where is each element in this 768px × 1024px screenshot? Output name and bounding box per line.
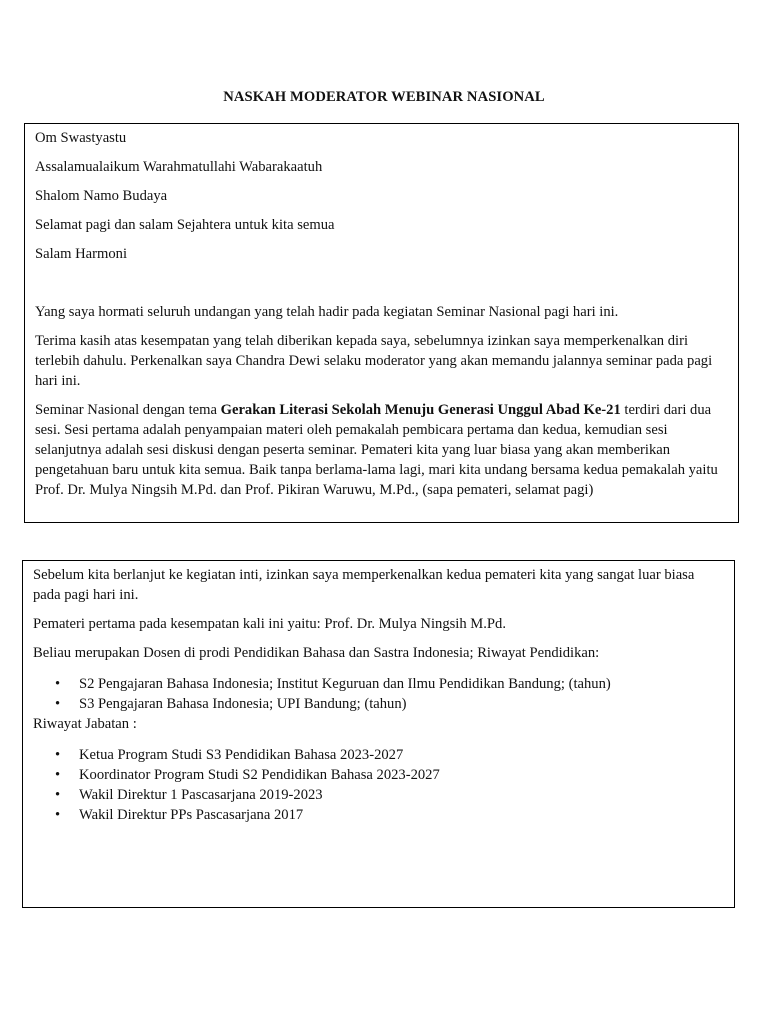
bullet-icon: • xyxy=(55,767,61,783)
greeting-line: Salam Harmoni xyxy=(35,246,128,262)
opening-script-box xyxy=(24,123,739,523)
greeting-line: Om Swastyastu xyxy=(35,130,127,146)
position-item: Koordinator Program Studi S2 Pendidikan Bahasa 2023-2027 xyxy=(79,767,440,783)
greeting-line: Selamat pagi dan salam Sejahtera untuk kita semua xyxy=(35,217,335,233)
first-speaker-line: Pemateri pertama pada kesempatan kali ini yaitu: Prof. Dr. Mulya Ningsih M.Pd. xyxy=(33,616,506,632)
list-item xyxy=(33,694,724,714)
theme-prefix: Seminar Nasional dengan tema xyxy=(35,402,221,418)
list-item xyxy=(33,765,724,785)
seminar-theme: Gerakan Literasi Sekolah Menuju Generasi Unggul Abad Ke-21 xyxy=(220,402,621,418)
list-item xyxy=(33,785,724,805)
bullet-icon: • xyxy=(55,676,61,692)
bullet-icon: • xyxy=(55,807,61,823)
seminar-theme-paragraph xyxy=(35,400,728,500)
theme-suffix: terdiri dari dua sesi. Sesi pertama adalah penyampaian materi oleh pemakalah pembicara pertama dan kedua, kemudian sesi selanjutnya adalah sesi diskusi dengan peserta seminar. Pemateri kita yang luar biasa yang akan memberikan pengetahuan baru untuk kita semua. Baik tanpa berlama-lama lagi, mari kita undang bersama kedua pemakalah yaitu Prof. Dr. Mulya Ningsih M.Pd. dan Prof. Pikiran Waruwu, M.Pd., (sapa pemateri, selamat pagi) xyxy=(35,402,718,498)
education-intro: Beliau merupakan Dosen di prodi Pendidikan Bahasa dan Sastra Indonesia; Riwayat Pendidikan: xyxy=(33,645,600,661)
education-item: S3 Pengajaran Bahasa Indonesia; UPI Bandung; (tahun) xyxy=(79,696,407,712)
respect-paragraph: Yang saya hormati seluruh undangan yang telah hadir pada kegiatan Seminar Nasional pagi hari ini. xyxy=(35,304,619,320)
positions-label: Riwayat Jabatan : xyxy=(33,716,137,732)
speaker-profile-box xyxy=(22,560,735,908)
bullet-icon: • xyxy=(55,787,61,803)
list-item xyxy=(33,805,724,825)
greeting-line: Assalamualaikum Warahmatullahi Wabarakaatuh xyxy=(35,159,323,175)
bullet-icon: • xyxy=(55,696,61,712)
education-item: S2 Pengajaran Bahasa Indonesia; Institut Keguruan dan Ilmu Pendidikan Bandung; (tahun) xyxy=(79,676,611,692)
position-item: Wakil Direktur PPs Pascasarjana 2017 xyxy=(79,807,304,823)
education-list xyxy=(33,674,724,714)
position-item: Wakil Direktur 1 Pascasarjana 2019-2023 xyxy=(79,787,323,803)
list-item xyxy=(33,674,724,694)
greeting-line: Shalom Namo Budaya xyxy=(35,188,168,204)
introduction-paragraph: Terima kasih atas kesempatan yang telah diberikan kepada saya, sebelumnya izinkan saya memperkenalkan diri terlebih dahulu. Perkenalkan saya Chandra Dewi selaku moderator yang akan memandu jalannya seminar pada pagi hari ini. xyxy=(35,333,713,389)
speaker-intro-paragraph: Sebelum kita berlanjut ke kegiatan inti, izinkan saya memperkenalkan kedua pemateri kita yang sangat luar biasa pada pagi hari ini. xyxy=(33,567,695,603)
positions-list xyxy=(33,745,724,825)
position-item: Ketua Program Studi S3 Pendidikan Bahasa 2023-2027 xyxy=(79,747,404,763)
list-item xyxy=(33,745,724,765)
bullet-icon: • xyxy=(55,747,61,763)
document-title: NASKAH MODERATOR WEBINAR NASIONAL xyxy=(223,89,545,105)
